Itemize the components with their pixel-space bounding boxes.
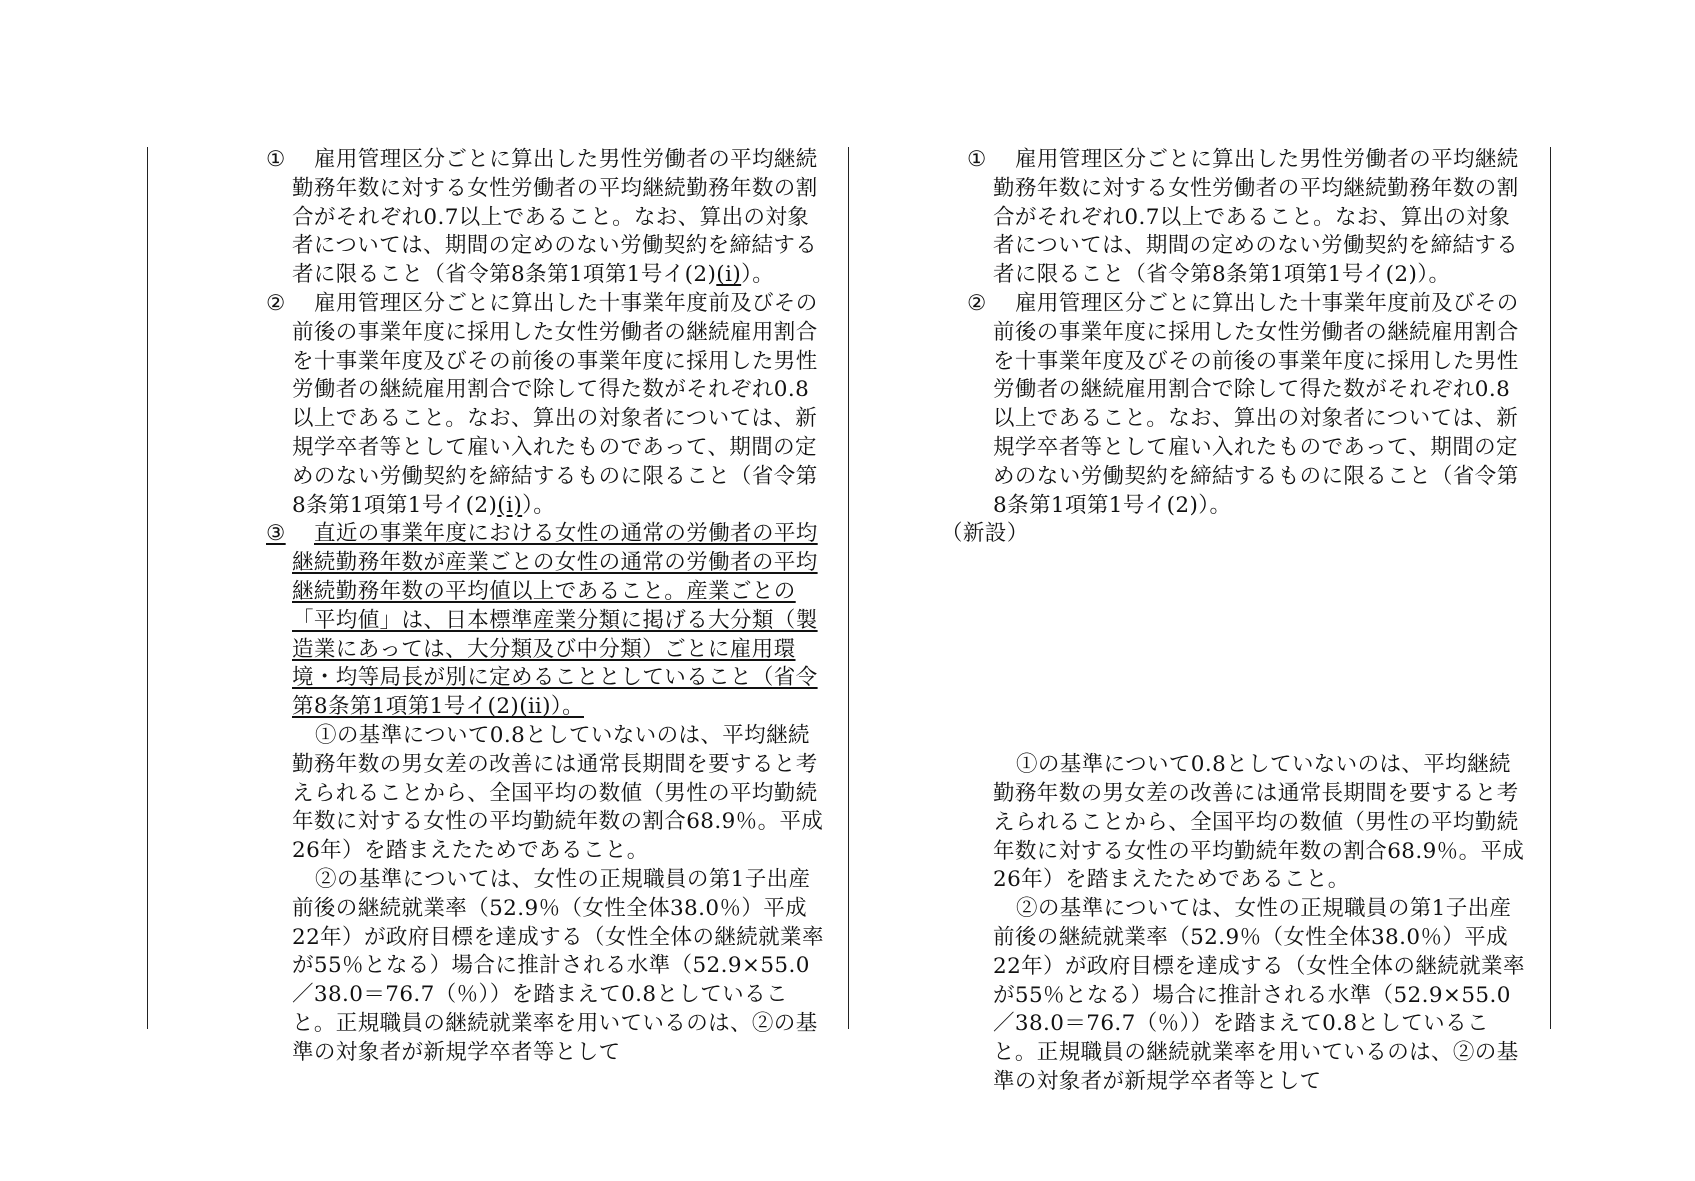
underlined-amendment: (ⅰ) xyxy=(716,262,742,288)
item-text-tail: ）。 xyxy=(522,492,556,518)
revised-item-1 xyxy=(266,146,826,290)
item-number: ② xyxy=(266,290,286,316)
revised-item-3 xyxy=(266,520,826,722)
new-provision-label: （新設） xyxy=(941,521,1029,547)
center-column-rule xyxy=(848,147,849,1029)
explanation-paragraph-2: ②の基準については、女性の正規職員の第1子出産前後の継続就業率（52.9％（女性全体38.0％）平成22年）が政府目標を達成する（女性全体の継続就業率が55％となる）場合に推計される水準（52.9×55.0／38.0＝76.7（％））を踏まえて0.8としていること。正規職員の継続就業率を用いているのは、②の基準の対象者が新規学卒者等として xyxy=(993,896,1525,1094)
revised-item-2 xyxy=(266,290,826,520)
item-number: ③ xyxy=(266,521,286,547)
item-text: 雇用管理区分ごとに算出した十事業年度前及びその前後の事業年度に採用した女性労働者の継続雇用割合を十事業年度及びその前後の事業年度に採用した男性労働者の継続雇用割合で除して得た数がそれぞれ0.8以上であること。なお、算出の対象者については、新規学卒者等として雇い入れたものであって、期間の定めのない労働契約を締結するものに限ること（省令第8条第1項第1号イ(2)）。 xyxy=(993,290,1519,518)
right-margin-rule xyxy=(1550,147,1551,1029)
item-text: 雇用管理区分ごとに算出した男性労働者の平均継続勤務年数に対する女性労働者の平均継続勤務年数の割合がそれぞれ0.7以上であること。なお、算出の対象者については、期間の定めのない労働契約を締結する者に限ること（省令第8条第1項第1号イ(2)）。 xyxy=(993,147,1519,288)
underlined-amendment: (ⅰ) xyxy=(497,492,523,518)
item-number: ① xyxy=(266,147,286,172)
item-text: 雇用管理区分ごとに算出した十事業年度前及びその前後の事業年度に採用した女性労働者の継続雇用割合を十事業年度及びその前後の事業年度に採用した男性労働者の継続雇用割合で除して得た数がそれぞれ0.8以上であること。なお、算出の対象者については、新規学卒者等として雇い入れたものであって、期間の定めのない労働契約を締結するものに限ること（省令第8条第1項第1号イ(2) xyxy=(292,290,818,518)
explanation-paragraph-2: ②の基準については、女性の正規職員の第1子出産前後の継続就業率（52.9％（女性全体38.0％）平成22年）が政府目標を達成する（女性全体の継続就業率が55％となる）場合に推計される水準（52.9×55.0／38.0＝76.7（％））を踏まえて0.8としていること。正規職員の継続就業率を用いているのは、②の基準の対象者が新規学卒者等として xyxy=(292,866,824,1065)
left-margin-rule xyxy=(147,147,148,1029)
item-text: 雇用管理区分ごとに算出した男性労働者の平均継続勤務年数に対する女性労働者の平均継続勤務年数の割合がそれぞれ0.7以上であること。なお、算出の対象者については、期間の定めのない労働契約を締結する者に限ること（省令第8条第1項第1号イ(2) xyxy=(292,147,818,288)
explanation-paragraph-1: ①の基準について0.8としていないのは、平均継続勤務年数の男女差の改善には通常長期間を要すると考えられることから、全国平均の数値（男性の平均勤続年数に対する女性の平均勤続年数の割合68.9％。平成26年）を踏まえたためであること。 xyxy=(993,752,1525,893)
item-number: ① xyxy=(967,147,987,172)
underlined-new-item-text: 直近の事業年度における女性の通常の労働者の平均継続勤務年数が産業ごとの女性の通常の労働者の平均継続勤務年数の平均値以上であること。産業ごとの「平均値」は、日本標準産業分類に掲げる大分類（製造業にあっては、大分類及び中分類）ごとに雇用環境・均等局長が別に定めることとしていること（省令第8条第1項第1号イ(2)(ⅱ)）。 xyxy=(292,521,818,720)
blank-space xyxy=(967,549,1527,751)
current-item-2 xyxy=(967,290,1527,520)
current-column xyxy=(941,146,1527,1097)
revised-column xyxy=(266,146,826,1068)
current-item-1 xyxy=(967,146,1527,290)
explanation-paragraph-1: ①の基準について0.8としていないのは、平均継続勤務年数の男女差の改善には通常長期間を要すると考えられることから、全国平均の数値（男性の平均勤続年数に対する女性の平均勤続年数の割合68.9％。平成26年）を踏まえたためであること。 xyxy=(292,722,824,864)
item-number: ② xyxy=(967,290,987,316)
item-text-tail: ）。 xyxy=(741,262,775,288)
